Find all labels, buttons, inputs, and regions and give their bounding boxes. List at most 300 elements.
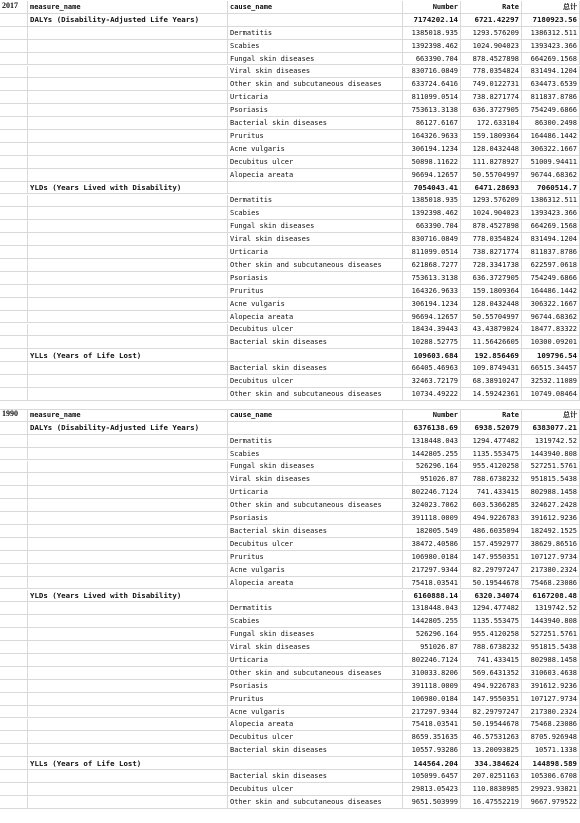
rate-cell[interactable]: 13.20093825 xyxy=(460,744,521,756)
cause-cell[interactable]: Decubitus ulcer xyxy=(227,375,402,387)
cause-cell[interactable]: Pruritus xyxy=(227,693,402,705)
cause-cell[interactable]: Psoriasis xyxy=(227,104,402,116)
total-cell[interactable]: 831494.1204 xyxy=(521,66,580,78)
number-cell[interactable]: 324023.7062 xyxy=(402,499,460,511)
cause-cell[interactable]: Scabies xyxy=(227,207,402,219)
number-cell[interactable]: 106980.0184 xyxy=(402,551,460,563)
rate-cell[interactable]: 749.0122731 xyxy=(460,78,521,90)
number-cell[interactable]: 621868.7277 xyxy=(402,259,460,271)
rate-cell[interactable]: 636.3727905 xyxy=(460,104,521,116)
measure-cell[interactable] xyxy=(27,285,227,297)
rate-cell[interactable]: 1294.477482 xyxy=(460,435,521,447)
number-cell[interactable]: 50898.11622 xyxy=(402,156,460,168)
number-cell[interactable]: 802246.7124 xyxy=(402,486,460,498)
rate-cell[interactable]: 6320.34074 xyxy=(460,590,521,602)
cause-cell[interactable]: Psoriasis xyxy=(227,680,402,692)
measure-cell[interactable] xyxy=(27,117,227,129)
measure-cell[interactable] xyxy=(27,628,227,640)
total-cell[interactable]: 1393423.366 xyxy=(521,40,580,52)
rate-cell[interactable]: 147.9550351 xyxy=(460,693,521,705)
total-cell[interactable]: 6167208.48 xyxy=(521,590,580,602)
number-cell[interactable]: 663390.704 xyxy=(402,53,460,65)
total-cell[interactable]: 831494.1204 xyxy=(521,233,580,245)
rate-cell[interactable]: 43.43879024 xyxy=(460,324,521,336)
number-cell[interactable]: 753613.3138 xyxy=(402,104,460,116)
total-cell[interactable]: 9667.979522 xyxy=(521,796,580,808)
total-cell[interactable]: 8705.926948 xyxy=(521,731,580,743)
rate-cell[interactable]: 728.3341738 xyxy=(460,259,521,271)
total-cell[interactable]: 802988.1458 xyxy=(521,654,580,666)
measure-cell[interactable] xyxy=(27,473,227,485)
number-cell[interactable]: 1392398.462 xyxy=(402,40,460,52)
cause-cell[interactable]: Bacterial skin diseases xyxy=(227,525,402,537)
cause-cell[interactable]: Pruritus xyxy=(227,285,402,297)
number-cell[interactable]: 811099.0514 xyxy=(402,246,460,258)
number-cell[interactable]: 38472.40586 xyxy=(402,538,460,550)
measure-cell[interactable] xyxy=(27,388,227,400)
cause-cell[interactable]: Bacterial skin diseases xyxy=(227,117,402,129)
cause-cell[interactable]: Viral skin diseases xyxy=(227,641,402,653)
cause-cell[interactable]: Bacterial skin diseases xyxy=(227,770,402,782)
cause-cell[interactable]: Dermatitis xyxy=(227,27,402,39)
number-cell[interactable]: 526296.164 xyxy=(402,628,460,640)
measure-cell[interactable] xyxy=(27,564,227,576)
measure-cell[interactable] xyxy=(27,27,227,39)
rate-cell[interactable]: 82.29797247 xyxy=(460,564,521,576)
cause-cell[interactable]: Viral skin diseases xyxy=(227,66,402,78)
header-cause[interactable]: cause_name xyxy=(227,1,402,13)
number-cell[interactable]: 217297.9344 xyxy=(402,564,460,576)
rate-cell[interactable]: 46.57531263 xyxy=(460,731,521,743)
rate-cell[interactable]: 6938.52079 xyxy=(460,422,521,434)
cause-cell[interactable]: Viral skin diseases xyxy=(227,473,402,485)
header-measure[interactable]: measure_name xyxy=(27,1,227,13)
rate-cell[interactable]: 878.4527898 xyxy=(460,53,521,65)
total-cell[interactable]: 107127.9734 xyxy=(521,693,580,705)
rate-cell[interactable]: 569.6431352 xyxy=(460,667,521,679)
measure-cell[interactable] xyxy=(27,207,227,219)
number-cell[interactable]: 105099.6457 xyxy=(402,770,460,782)
rate-cell[interactable]: 878.4527898 xyxy=(460,220,521,232)
total-cell[interactable]: 1443940.808 xyxy=(521,448,580,460)
cause-cell[interactable]: Fungal skin diseases xyxy=(227,220,402,232)
cause-cell[interactable]: Psoriasis xyxy=(227,272,402,284)
rate-cell[interactable]: 111.8278927 xyxy=(460,156,521,168)
rate-cell[interactable]: 6721.42297 xyxy=(460,14,521,26)
measure-cell[interactable]: YLDs (Years Lived with Disability) xyxy=(27,182,227,194)
rate-cell[interactable]: 192.856469 xyxy=(460,349,521,361)
cause-cell[interactable]: Acne vulgaris xyxy=(227,143,402,155)
cause-cell[interactable] xyxy=(227,757,402,769)
rate-cell[interactable]: 778.0354824 xyxy=(460,66,521,78)
number-cell[interactable]: 75418.03541 xyxy=(402,719,460,731)
header-number[interactable]: Number xyxy=(402,1,460,13)
rate-cell[interactable]: 128.0432448 xyxy=(460,298,521,310)
measure-cell[interactable] xyxy=(27,311,227,323)
cause-cell[interactable]: Decubitus ulcer xyxy=(227,156,402,168)
rate-cell[interactable]: 486.6035094 xyxy=(460,525,521,537)
measure-cell[interactable] xyxy=(27,654,227,666)
measure-cell[interactable] xyxy=(27,246,227,258)
rate-cell[interactable]: 11.56426605 xyxy=(460,336,521,348)
number-cell[interactable]: 753613.3138 xyxy=(402,272,460,284)
total-cell[interactable]: 18477.83322 xyxy=(521,324,580,336)
number-cell[interactable]: 830716.0849 xyxy=(402,233,460,245)
cause-cell[interactable]: Alopecia areata xyxy=(227,169,402,181)
cause-cell[interactable]: Pruritus xyxy=(227,130,402,142)
measure-cell[interactable] xyxy=(27,641,227,653)
cause-cell[interactable]: Other skin and subcutaneous diseases xyxy=(227,388,402,400)
total-cell[interactable]: 324627.2428 xyxy=(521,499,580,511)
total-cell[interactable]: 217380.2324 xyxy=(521,706,580,718)
measure-cell[interactable]: DALYs (Disability-Adjusted Life Years) xyxy=(27,14,227,26)
cause-cell[interactable]: Urticaria xyxy=(227,654,402,666)
cause-cell[interactable]: Alopecia areata xyxy=(227,719,402,731)
cause-cell[interactable]: Urticaria xyxy=(227,246,402,258)
measure-cell[interactable] xyxy=(27,706,227,718)
cause-cell[interactable]: Acne vulgaris xyxy=(227,706,402,718)
number-cell[interactable]: 306194.1234 xyxy=(402,143,460,155)
number-cell[interactable]: 1385018.935 xyxy=(402,195,460,207)
total-cell[interactable]: 306322.1667 xyxy=(521,298,580,310)
number-cell[interactable]: 109603.684 xyxy=(402,349,460,361)
year-cell[interactable]: 2017 xyxy=(2,1,18,10)
total-cell[interactable]: 391612.9236 xyxy=(521,680,580,692)
cause-cell[interactable]: Acne vulgaris xyxy=(227,298,402,310)
rate-cell[interactable]: 147.9550351 xyxy=(460,551,521,563)
total-cell[interactable]: 634473.6539 xyxy=(521,78,580,90)
number-cell[interactable]: 144564.204 xyxy=(402,757,460,769)
cause-cell[interactable]: Other skin and subcutaneous diseases xyxy=(227,78,402,90)
total-cell[interactable]: 96744.68362 xyxy=(521,169,580,181)
measure-cell[interactable] xyxy=(27,538,227,550)
total-cell[interactable]: 32532.11089 xyxy=(521,375,580,387)
number-cell[interactable]: 633724.6416 xyxy=(402,78,460,90)
cause-cell[interactable]: Alopecia areata xyxy=(227,577,402,589)
number-cell[interactable]: 391118.0009 xyxy=(402,680,460,692)
rate-cell[interactable]: 16.47552219 xyxy=(460,796,521,808)
number-cell[interactable]: 96694.12657 xyxy=(402,169,460,181)
measure-cell[interactable] xyxy=(27,602,227,614)
number-cell[interactable]: 66405.46963 xyxy=(402,362,460,374)
cause-cell[interactable] xyxy=(227,14,402,26)
rate-cell[interactable]: 741.433415 xyxy=(460,654,521,666)
rate-cell[interactable]: 50.19544678 xyxy=(460,719,521,731)
measure-cell[interactable] xyxy=(27,130,227,142)
rate-cell[interactable]: 6471.28693 xyxy=(460,182,521,194)
header-cause[interactable]: cause_name xyxy=(227,409,402,421)
number-cell[interactable]: 29813.05423 xyxy=(402,783,460,795)
number-cell[interactable]: 1385018.935 xyxy=(402,27,460,39)
header-number[interactable]: Number xyxy=(402,409,460,421)
rate-cell[interactable]: 50.19544678 xyxy=(460,577,521,589)
total-cell[interactable]: 802988.1458 xyxy=(521,486,580,498)
total-cell[interactable]: 144898.589 xyxy=(521,757,580,769)
measure-cell[interactable] xyxy=(27,461,227,473)
cause-cell[interactable]: Other skin and subcutaneous diseases xyxy=(227,499,402,511)
measure-cell[interactable] xyxy=(27,233,227,245)
measure-cell[interactable] xyxy=(27,744,227,756)
measure-cell[interactable] xyxy=(27,220,227,232)
header-rate[interactable]: Rate xyxy=(460,409,521,421)
measure-cell[interactable] xyxy=(27,435,227,447)
rate-cell[interactable]: 110.8838985 xyxy=(460,783,521,795)
total-cell[interactable]: 622597.0618 xyxy=(521,259,580,271)
rate-cell[interactable]: 159.1809364 xyxy=(460,130,521,142)
total-cell[interactable]: 6383077.21 xyxy=(521,422,580,434)
rate-cell[interactable]: 955.4120258 xyxy=(460,628,521,640)
number-cell[interactable]: 32463.72179 xyxy=(402,375,460,387)
number-cell[interactable]: 526296.164 xyxy=(402,461,460,473)
number-cell[interactable]: 106980.0184 xyxy=(402,693,460,705)
number-cell[interactable]: 1318448.043 xyxy=(402,602,460,614)
measure-cell[interactable] xyxy=(27,156,227,168)
number-cell[interactable]: 217297.9344 xyxy=(402,706,460,718)
cause-cell[interactable]: Acne vulgaris xyxy=(227,564,402,576)
measure-cell[interactable] xyxy=(27,577,227,589)
total-cell[interactable]: 310603.4638 xyxy=(521,667,580,679)
cause-cell[interactable]: Bacterial skin diseases xyxy=(227,336,402,348)
rate-cell[interactable]: 68.38910247 xyxy=(460,375,521,387)
header-rate[interactable]: Rate xyxy=(460,1,521,13)
number-cell[interactable]: 7174202.14 xyxy=(402,14,460,26)
measure-cell[interactable]: DALYs (Disability-Adjusted Life Years) xyxy=(27,422,227,434)
total-cell[interactable]: 306322.1667 xyxy=(521,143,580,155)
measure-cell[interactable] xyxy=(27,783,227,795)
cause-cell[interactable]: Scabies xyxy=(227,40,402,52)
number-cell[interactable]: 1442805.255 xyxy=(402,615,460,627)
cause-cell[interactable]: Scabies xyxy=(227,448,402,460)
cause-cell[interactable] xyxy=(227,590,402,602)
measure-cell[interactable] xyxy=(27,53,227,65)
rate-cell[interactable]: 603.5366285 xyxy=(460,499,521,511)
cause-cell[interactable]: Psoriasis xyxy=(227,512,402,524)
number-cell[interactable]: 9651.503999 xyxy=(402,796,460,808)
rate-cell[interactable]: 1294.477482 xyxy=(460,602,521,614)
total-cell[interactable]: 51009.94411 xyxy=(521,156,580,168)
rate-cell[interactable]: 494.9226783 xyxy=(460,680,521,692)
measure-cell[interactable] xyxy=(27,78,227,90)
total-cell[interactable]: 1443940.808 xyxy=(521,615,580,627)
cause-cell[interactable] xyxy=(227,182,402,194)
total-cell[interactable]: 10571.1338 xyxy=(521,744,580,756)
rate-cell[interactable]: 1024.904023 xyxy=(460,40,521,52)
total-cell[interactable]: 951815.5438 xyxy=(521,473,580,485)
header-total[interactable]: 总计 xyxy=(521,1,580,13)
rate-cell[interactable]: 1293.576209 xyxy=(460,27,521,39)
cause-cell[interactable]: Dermatitis xyxy=(227,435,402,447)
total-cell[interactable]: 75468.23086 xyxy=(521,719,580,731)
rate-cell[interactable]: 50.55704997 xyxy=(460,311,521,323)
measure-cell[interactable] xyxy=(27,719,227,731)
rate-cell[interactable]: 1024.904023 xyxy=(460,207,521,219)
total-cell[interactable]: 1319742.52 xyxy=(521,435,580,447)
total-cell[interactable]: 38629.86516 xyxy=(521,538,580,550)
rate-cell[interactable]: 788.6738232 xyxy=(460,641,521,653)
number-cell[interactable]: 7054043.41 xyxy=(402,182,460,194)
measure-cell[interactable] xyxy=(27,512,227,524)
rate-cell[interactable]: 14.59242361 xyxy=(460,388,521,400)
number-cell[interactable]: 10557.93286 xyxy=(402,744,460,756)
number-cell[interactable]: 1392398.462 xyxy=(402,207,460,219)
number-cell[interactable]: 663390.704 xyxy=(402,220,460,232)
cause-cell[interactable]: Decubitus ulcer xyxy=(227,538,402,550)
total-cell[interactable]: 1386312.511 xyxy=(521,27,580,39)
cause-cell[interactable]: Scabies xyxy=(227,615,402,627)
measure-cell[interactable] xyxy=(27,195,227,207)
cause-cell[interactable]: Dermatitis xyxy=(227,195,402,207)
number-cell[interactable]: 951026.87 xyxy=(402,473,460,485)
cause-cell[interactable]: Urticaria xyxy=(227,91,402,103)
header-total[interactable]: 总计 xyxy=(521,409,580,421)
total-cell[interactable]: 754249.6866 xyxy=(521,272,580,284)
total-cell[interactable]: 109796.54 xyxy=(521,349,580,361)
total-cell[interactable]: 951815.5438 xyxy=(521,641,580,653)
total-cell[interactable]: 1386312.511 xyxy=(521,195,580,207)
measure-cell[interactable] xyxy=(27,731,227,743)
number-cell[interactable]: 182005.549 xyxy=(402,525,460,537)
cause-cell[interactable]: Pruritus xyxy=(227,551,402,563)
total-cell[interactable]: 811837.8786 xyxy=(521,246,580,258)
number-cell[interactable]: 830716.0849 xyxy=(402,66,460,78)
number-cell[interactable]: 75418.03541 xyxy=(402,577,460,589)
rate-cell[interactable]: 788.6738232 xyxy=(460,473,521,485)
total-cell[interactable]: 10300.09201 xyxy=(521,336,580,348)
rate-cell[interactable]: 334.384624 xyxy=(460,757,521,769)
measure-cell[interactable] xyxy=(27,667,227,679)
total-cell[interactable]: 182492.1525 xyxy=(521,525,580,537)
measure-cell[interactable]: YLLs (Years of Life Lost) xyxy=(27,757,227,769)
measure-cell[interactable] xyxy=(27,680,227,692)
year-cell[interactable]: 1990 xyxy=(2,408,18,418)
measure-cell[interactable] xyxy=(27,259,227,271)
rate-cell[interactable]: 494.9226783 xyxy=(460,512,521,524)
cause-cell[interactable]: Fungal skin diseases xyxy=(227,628,402,640)
rate-cell[interactable]: 1135.553475 xyxy=(460,448,521,460)
rate-cell[interactable]: 207.0251163 xyxy=(460,770,521,782)
number-cell[interactable]: 164326.9633 xyxy=(402,285,460,297)
total-cell[interactable]: 7180923.56 xyxy=(521,14,580,26)
number-cell[interactable]: 802246.7124 xyxy=(402,654,460,666)
number-cell[interactable]: 811099.0514 xyxy=(402,91,460,103)
total-cell[interactable]: 391612.9236 xyxy=(521,512,580,524)
total-cell[interactable]: 664269.1568 xyxy=(521,220,580,232)
number-cell[interactable]: 6376138.69 xyxy=(402,422,460,434)
measure-cell[interactable] xyxy=(27,66,227,78)
cause-cell[interactable]: Other skin and subcutaneous diseases xyxy=(227,667,402,679)
total-cell[interactable]: 811837.8786 xyxy=(521,91,580,103)
cause-cell[interactable]: Other skin and subcutaneous diseases xyxy=(227,796,402,808)
cause-cell[interactable]: Decubitus ulcer xyxy=(227,324,402,336)
number-cell[interactable]: 391118.0009 xyxy=(402,512,460,524)
measure-cell[interactable] xyxy=(27,324,227,336)
cause-cell[interactable]: Decubitus ulcer xyxy=(227,731,402,743)
total-cell[interactable]: 7060514.7 xyxy=(521,182,580,194)
measure-cell[interactable] xyxy=(27,375,227,387)
number-cell[interactable]: 86127.6167 xyxy=(402,117,460,129)
total-cell[interactable]: 96744.68362 xyxy=(521,311,580,323)
measure-cell[interactable]: YLLs (Years of Life Lost) xyxy=(27,349,227,361)
total-cell[interactable]: 1319742.52 xyxy=(521,602,580,614)
measure-cell[interactable] xyxy=(27,486,227,498)
total-cell[interactable]: 105306.6708 xyxy=(521,770,580,782)
rate-cell[interactable]: 1135.553475 xyxy=(460,615,521,627)
total-cell[interactable]: 10749.08464 xyxy=(521,388,580,400)
rate-cell[interactable]: 128.0432448 xyxy=(460,143,521,155)
total-cell[interactable]: 1393423.366 xyxy=(521,207,580,219)
measure-cell[interactable] xyxy=(27,615,227,627)
total-cell[interactable]: 164486.1442 xyxy=(521,130,580,142)
measure-cell[interactable] xyxy=(27,104,227,116)
rate-cell[interactable]: 636.3727905 xyxy=(460,272,521,284)
total-cell[interactable]: 107127.9734 xyxy=(521,551,580,563)
number-cell[interactable]: 1318448.043 xyxy=(402,435,460,447)
number-cell[interactable]: 18434.39443 xyxy=(402,324,460,336)
measure-cell[interactable] xyxy=(27,362,227,374)
cause-cell[interactable]: Bacterial skin diseases xyxy=(227,744,402,756)
number-cell[interactable]: 306194.1234 xyxy=(402,298,460,310)
number-cell[interactable]: 6160888.14 xyxy=(402,590,460,602)
rate-cell[interactable]: 738.8271774 xyxy=(460,246,521,258)
number-cell[interactable]: 10288.52775 xyxy=(402,336,460,348)
header-measure[interactable]: measure_name xyxy=(27,409,227,421)
number-cell[interactable]: 8659.351635 xyxy=(402,731,460,743)
measure-cell[interactable] xyxy=(27,770,227,782)
rate-cell[interactable]: 172.633104 xyxy=(460,117,521,129)
number-cell[interactable]: 951026.87 xyxy=(402,641,460,653)
number-cell[interactable]: 96694.12657 xyxy=(402,311,460,323)
measure-cell[interactable] xyxy=(27,272,227,284)
rate-cell[interactable]: 741.433415 xyxy=(460,486,521,498)
measure-cell[interactable] xyxy=(27,298,227,310)
rate-cell[interactable]: 955.4120258 xyxy=(460,461,521,473)
number-cell[interactable]: 1442805.255 xyxy=(402,448,460,460)
cause-cell[interactable]: Other skin and subcutaneous diseases xyxy=(227,259,402,271)
rate-cell[interactable]: 50.55704997 xyxy=(460,169,521,181)
total-cell[interactable]: 527251.5761 xyxy=(521,461,580,473)
rate-cell[interactable]: 1293.576209 xyxy=(460,195,521,207)
rate-cell[interactable]: 82.29797247 xyxy=(460,706,521,718)
rate-cell[interactable]: 157.4592977 xyxy=(460,538,521,550)
rate-cell[interactable]: 159.1809364 xyxy=(460,285,521,297)
measure-cell[interactable] xyxy=(27,693,227,705)
cause-cell[interactable] xyxy=(227,422,402,434)
measure-cell[interactable] xyxy=(27,448,227,460)
measure-cell[interactable] xyxy=(27,91,227,103)
total-cell[interactable]: 86300.2498 xyxy=(521,117,580,129)
cause-cell[interactable]: Alopecia areata xyxy=(227,311,402,323)
total-cell[interactable]: 75468.23086 xyxy=(521,577,580,589)
cause-cell[interactable]: Decubitus ulcer xyxy=(227,783,402,795)
total-cell[interactable]: 664269.1568 xyxy=(521,53,580,65)
rate-cell[interactable]: 738.8271774 xyxy=(460,91,521,103)
rate-cell[interactable]: 778.0354824 xyxy=(460,233,521,245)
total-cell[interactable]: 217380.2324 xyxy=(521,564,580,576)
cause-cell[interactable]: Viral skin diseases xyxy=(227,233,402,245)
number-cell[interactable]: 310033.8206 xyxy=(402,667,460,679)
total-cell[interactable]: 164486.1442 xyxy=(521,285,580,297)
measure-cell[interactable] xyxy=(27,143,227,155)
measure-cell[interactable]: YLDs (Years Lived with Disability) xyxy=(27,590,227,602)
cause-cell[interactable]: Bacterial skin diseases xyxy=(227,362,402,374)
cause-cell[interactable]: Dermatitis xyxy=(227,602,402,614)
number-cell[interactable]: 164326.9633 xyxy=(402,130,460,142)
number-cell[interactable]: 10734.49222 xyxy=(402,388,460,400)
measure-cell[interactable] xyxy=(27,796,227,808)
total-cell[interactable]: 66515.34457 xyxy=(521,362,580,374)
total-cell[interactable]: 527251.5761 xyxy=(521,628,580,640)
measure-cell[interactable] xyxy=(27,551,227,563)
